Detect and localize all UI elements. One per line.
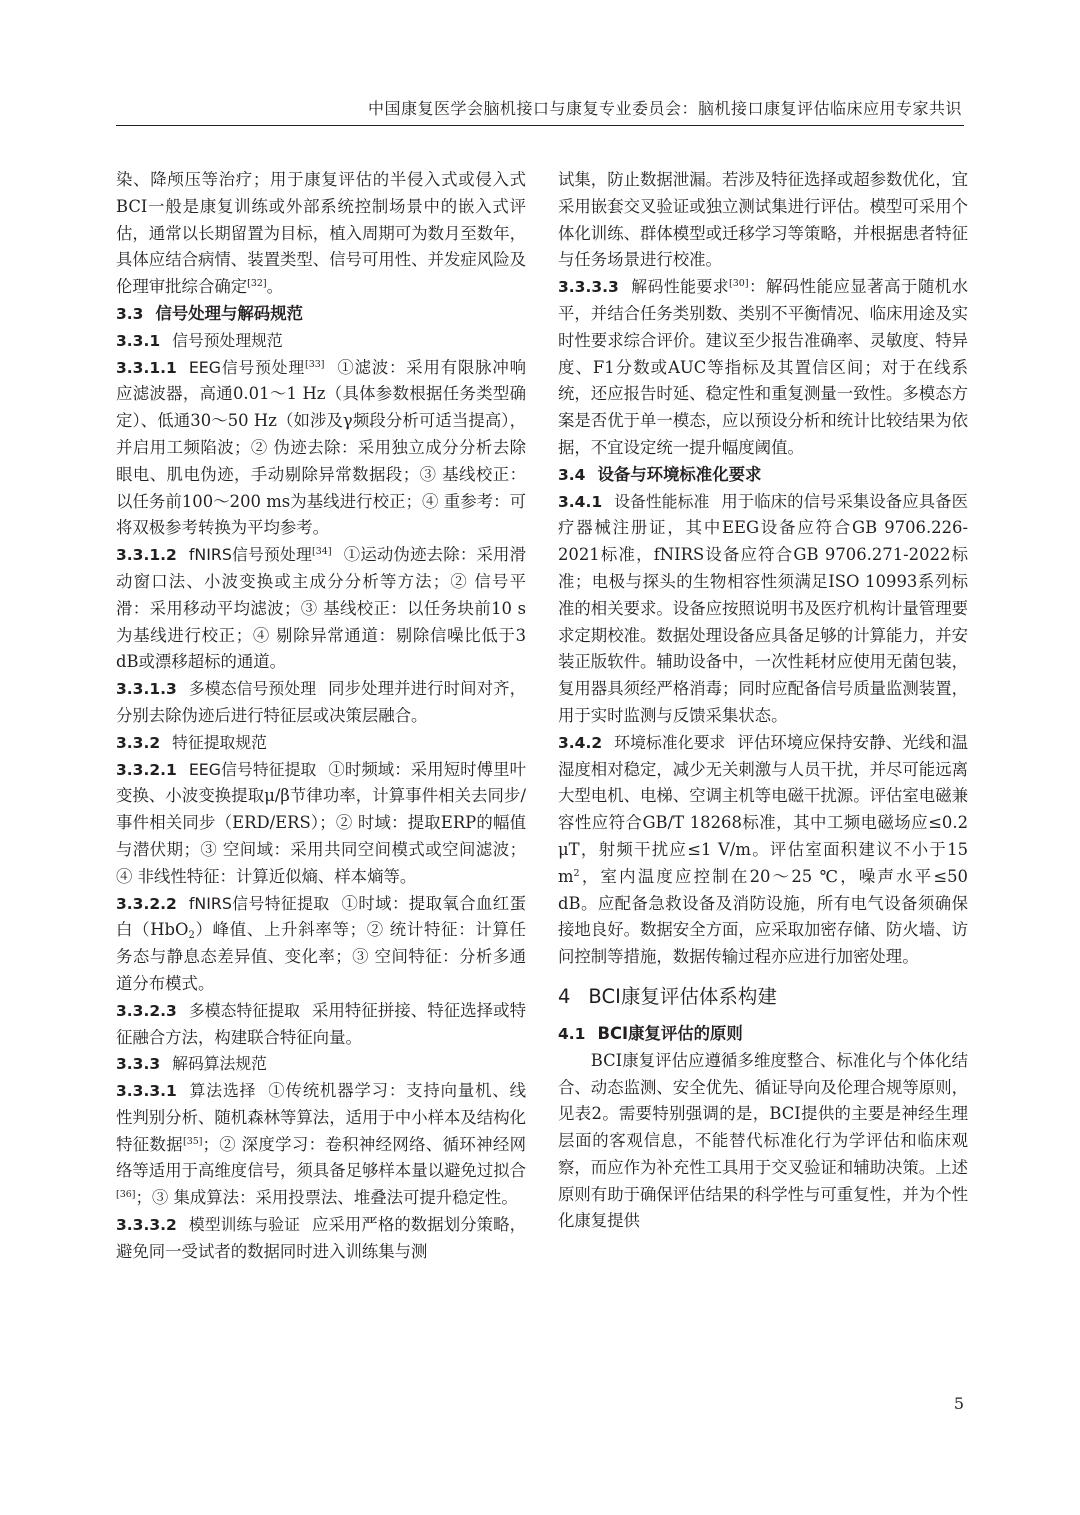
section-heading: 4.1 BCI康复评估的原则 bbox=[558, 1023, 743, 1043]
paragraph: 3.4.1 设备性能标准 用于临床的信号采集设备应具备医疗器械注册证，其中EEG设备应符合GB 9706.226-2021标准，fNIRS设备应符合GB 9706.271-2022标准；电极与探头的生物相容性须满足ISO 10993系列标准的相关要求。设备应按照说明书及医疗机构计量管理要求定期校准。数据处理设备应具备足够的计算能力，并安装正版软件。辅助设备中，一次性耗材应使用无菌包装，复用器具须经严格消毒；同时应配备信号质量监测装置，用于实时监测与反馈采集状态。 bbox=[558, 491, 968, 725]
citation: [30] bbox=[729, 278, 749, 290]
paragraph: 3.3.2.2 fNIRS信号特征提取 ①时域：提取氧合血红蛋白（HbO$_2$）峰值、上升斜率等；② 统计特征：计算任务态与静息态差异值、变化率；③ 空间特征：分析多通道分布模式。 bbox=[116, 893, 526, 993]
paragraph: 3.3.3.3 解码性能要求[30]：解码性能应显著高于随机水平，并结合任务类别数、类别不平衡情况、临床用途及实时性要求综合评价。建议至少报告准确率、灵敏度、特异度、F1分数或AUC等指标及其置信区间；对于在线系统，还应报告时延、稳定性和重复测量一致性。多模态方案是否优于单一模态，应以预设分析和统计比较结果为依据，不宜设定统一提升幅度阈值。 bbox=[558, 277, 968, 457]
paragraph: 染、降颅压等治疗；用于康复评估的半侵入式或侵入式BCI一般是康复训练或外部系统控制场景中的嵌入式评估，通常以长期留置为目标，植入周期可为数月至数年，具体应结合病情、装置类型、信号可用性、并发症风险及伦理审批综合确定[32]。 bbox=[116, 170, 526, 297]
paragraph: 3.3.1.3 多模态信号预处理 同步处理并进行时间对齐，分别去除伪迹后进行特征层或决策层融合。 bbox=[116, 679, 526, 725]
citation: [34] bbox=[312, 546, 332, 558]
paragraph: 3.3.3.2 模型训练与验证 应采用严格的数据划分策略，避免同一受试者的数据同时进入训练集与测 bbox=[116, 1215, 526, 1261]
citation: [35] bbox=[183, 1135, 203, 1147]
paragraph: 3.3.1.1 EEG信号预处理[33] ①滤波：采用有限脉冲响应滤波器，高通0.01～1 Hz（具体参数根据任务类型确定）、低通30～50 Hz（如涉及γ频段分析可适当提高），并启用工频陷波；② 伪迹去除：采用独立成分分析去除眼电、肌电伪迹，手动剔除异常数据段；③ 基线校正：以任务前100～200 ms为基线进行校正；④ 重参考：可将双极参考转换为平均参考。 bbox=[116, 357, 526, 538]
left-column bbox=[116, 167, 526, 1266]
paragraph: 3.3.3.1 算法选择 ①传统机器学习：支持向量机、线性判别分析、随机森林等算法，适用于中小样本及结构化特征数据[35]；② 深度学习：卷积神经网络、循环神经网络等适用于高维度信号，须具备足够样本量以避免过拟合[36]；③ 集成算法：采用投票法、堆叠法可提升稳定性。 bbox=[116, 1081, 527, 1208]
paragraph: 3.3.1.2 fNIRS信号预处理[34] ①运动伪迹去除：采用滑动窗口法、小波变换或主成分分析等方法；② 信号平滑：采用移动平均滤波；③ 基线校正：以任务块前10 s为基线进行校正；④ 剔除异常通道：剔除信噪比低于3 dB或漂移超标的通道。 bbox=[116, 545, 527, 672]
page-number: 5 bbox=[953, 1394, 964, 1413]
paragraph: 3.3.2.1 EEG信号特征提取 ①时频域：采用短时傅里叶变换、小波变换提取μ/β节律功率，计算事件相关去同步/事件相关同步（ERD/ERS）；② 时域：提取ERP的幅值与潜伏期；③ 空间域：采用共同空间模式或空间滤波；④ 非线性特征：计算近似熵、样本熵等。 bbox=[116, 759, 526, 886]
paragraph: BCI康复评估应遵循多维度整合、标准化与个体化结合、动态监测、安全优先、循证导向及伦理合规等原则，见表2。需要特别强调的是，BCI提供的主要是神经生理层面的客观信息，不能替代标准化行为学评估和临床观察，而应作为补充性工具用于交叉验证和辅助决策。上述原则有助于确保评估结果的科学性与可重复性，并为个性化康复提供 bbox=[558, 1050, 968, 1231]
chapter-heading: 4 BCI康复评估体系构建 bbox=[558, 984, 777, 1008]
subsection-heading: 3.3.3 解码算法规范 bbox=[116, 1054, 267, 1074]
right-column bbox=[558, 167, 968, 1235]
header-rule bbox=[116, 125, 964, 126]
citation: [36] bbox=[116, 1189, 136, 1201]
subsection-heading: 3.3.1 信号预处理规范 bbox=[116, 330, 283, 350]
subsection-heading: 3.3.2 特征提取规范 bbox=[116, 732, 267, 752]
paragraph: 3.4.2 环境标准化要求 评估环境应保持安静、光线和温湿度相对稳定，减少无关刺激与人员干扰，并尽可能远离大型电机、电梯、空调主机等电磁干扰源。评估室电磁兼容性应符合GB/T 18268标准，其中工频电磁场应≤0.2 μT，射频干扰应≤1 V/m。评估室面积建议不小于15 $m^2$，室内温度应控制在20～25 ℃，噪声水平≤50 dB。应配备急救设备及消防设施，所有电气设备须确保接地良好。数据安全方面，应采取加密存储、防火墙、访问控制等措施，数据传输过程亦应进行加密处理。 bbox=[558, 732, 968, 967]
section-heading: 3.4 设备与环境标准化要求 bbox=[558, 464, 762, 484]
running-header: 中国康复医学会脑机接口与康复专业委员会：脑机接口康复评估临床应用专家共识 bbox=[367, 99, 962, 118]
citation: [32] bbox=[247, 278, 267, 290]
citation: [33] bbox=[305, 358, 325, 370]
paragraph: 3.3.2.3 多模态特征提取 采用特征拼接、特征选择或特征融合方法，构建联合特征向量。 bbox=[116, 1000, 526, 1047]
section-heading: 3.3 信号处理与解码规范 bbox=[116, 303, 303, 323]
paragraph: 试集，防止数据泄漏。若涉及特征选择或超参数优化，宜采用嵌套交叉验证或独立测试集进行评估。模型可采用个体化训练、群体模型或迁移学习等策略，并根据患者特征与任务场景进行校准。 bbox=[558, 170, 968, 270]
